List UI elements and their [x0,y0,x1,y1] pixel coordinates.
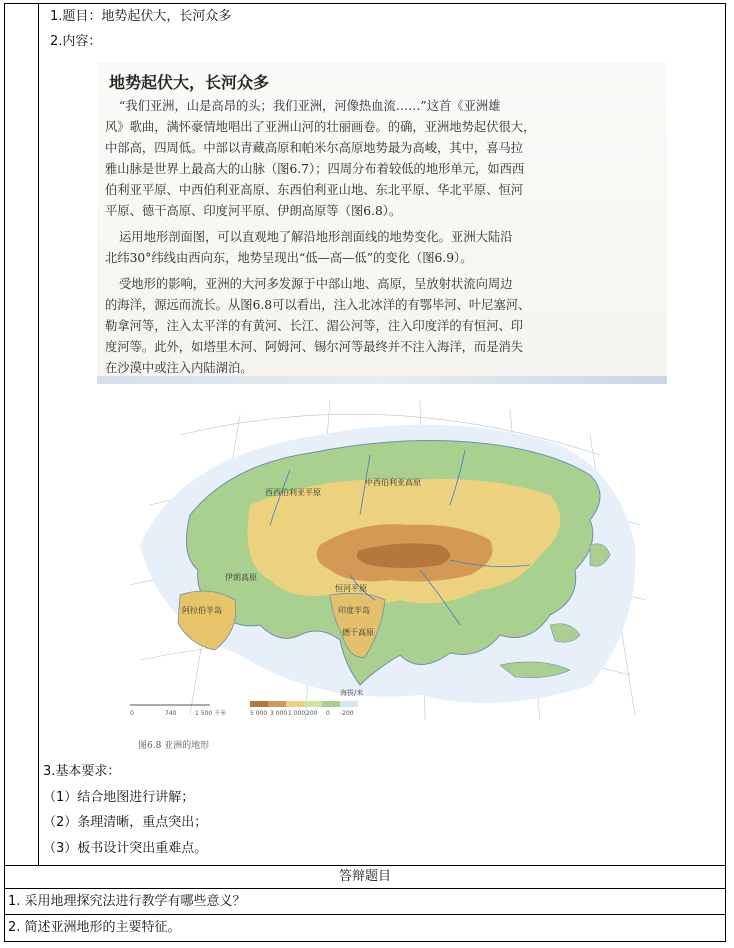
svg-text:海拔/米: 海拔/米 [340,689,364,697]
textbook-line: 勒拿河等，注入太平洋的有黄河、长江、湄公河等，注入印度洋的有恒河、印 [105,319,524,333]
requirements-label: 3.基本要求： [43,764,121,779]
map-label: 伊朗高原 [225,573,257,582]
svg-text:200: 200 [306,710,318,717]
requirement-item: （3）板书设计突出重难点。 [43,841,208,856]
svg-text:1 500 千米: 1 500 千米 [195,710,227,717]
defense-question: 1. 采用地理探究法进行教学有哪些意义？ [8,894,246,909]
svg-text:1 000: 1 000 [288,710,306,717]
svg-text:5 000: 5 000 [250,710,268,717]
textbook-line: 的海洋，源远而流长。从图6.8可以看出，注入北冰洋的有鄂毕河、叶尼塞河、 [105,298,531,312]
section-divider-header [4,888,726,889]
content-label: 2.内容： [50,34,102,49]
svg-text:740: 740 [165,710,177,717]
topic-label: 1.题目：地势起伏大，长河众多 [50,9,232,24]
svg-text:3 000: 3 000 [270,710,288,717]
svg-text:-200: -200 [340,710,354,717]
asia-terrain-map [120,395,650,725]
map-label: 西西伯利亚平原 [265,488,321,497]
textbook-line: 运用地形剖面图，可以直观地了解沿地形剖面线的地势变化。亚洲大陆沿 [119,230,513,244]
textbook-line: 风》歌曲，满怀豪情地唱出了亚洲山河的壮丽画卷。的确，亚洲地势起伏很大， [105,120,536,134]
map-label: 德干高原 [342,628,374,637]
svg-text:0: 0 [130,710,134,717]
map-caption: 图6.8 亚洲的地形 [138,741,210,751]
requirement-item: （2）条理清晰，重点突出； [43,815,208,830]
map-label: 恒河平原 [335,584,367,593]
defense-question: 2. 简述亚洲地形的主要特征。 [8,920,181,935]
textbook-excerpt [97,62,667,384]
textbook-line: 北纬30°纬线由西向东，地势呈现出“低—高—低”的变化（图6.9）。 [105,251,473,265]
textbook-line: 雅山脉是世界上最高大的山脉（图6.7）；四周分布着较低的地形单元，如西西 [105,162,525,176]
textbook-line: 中部高，四周低。中部以青藏高原和帕米尔高原地势最为高峻，其中，喜马拉 [105,141,524,155]
textbook-line: 度河等。此外，如塔里木河、阿姆河、锡尔河等最终并不注入海洋，而是消失 [105,340,524,354]
map-label: 阿拉伯半岛 [182,606,222,615]
map-label: 中西伯利亚高原 [365,478,421,487]
defense-header: 答辩题目 [338,869,391,884]
textbook-line: 平原、德干高原、印度河平原、伊朗高原等（图6.8）。 [105,204,402,218]
textbook-line: 在沙漠中或注入内陆湖泊。 [105,361,253,375]
textbook-line: 受地形的影响，亚洲的大河多发源于中部山地、高原，呈放射状流向周边 [119,277,513,291]
textbook-line: “我们亚洲，山是高昂的头；我们亚洲，河像热血流……”这首《亚洲雄 [119,99,501,113]
textbook-title: 地势起伏大，长河众多 [109,73,270,92]
scan-edge [97,376,667,384]
requirement-item: （1）结合地图进行讲解； [43,790,195,805]
question-divider [4,914,726,915]
svg-text:0: 0 [326,710,330,717]
left-margin-rule [38,3,39,865]
map-label: 印度半岛 [338,606,370,615]
textbook-line: 伯利亚平原、中西伯利亚高原、东西伯利亚山地、东北平原、华北平原、恒河 [105,183,524,197]
